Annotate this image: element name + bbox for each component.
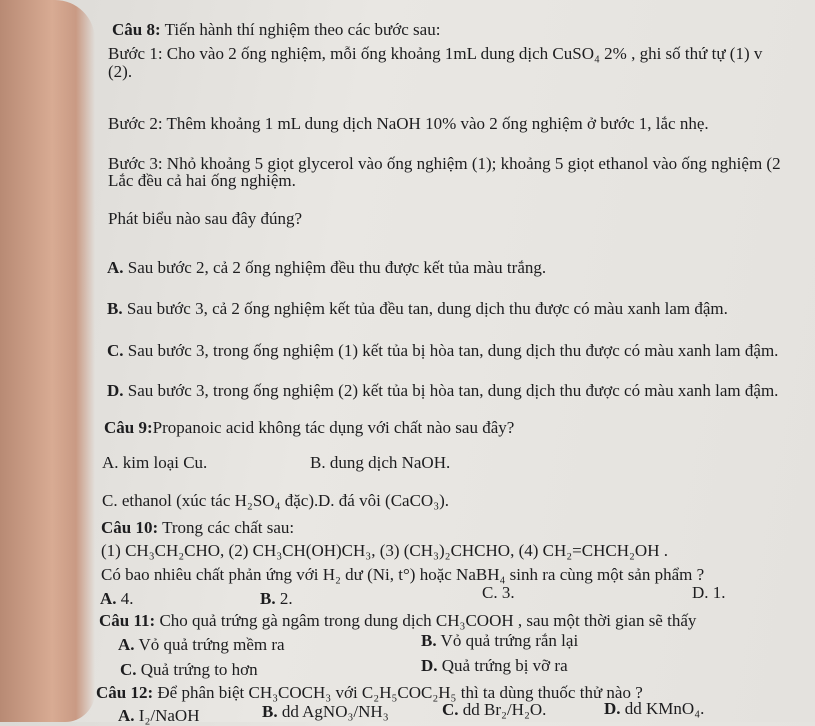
option-text: dd KMnO₄. <box>624 699 705 718</box>
option-key: A. <box>102 453 119 472</box>
q10-question: Có bao nhiêu chất phản ứng với H₂ dư (Ni, t°) hoặc NaBH₄ sinh ra cùng một sản phẩm ? <box>101 565 705 584</box>
option-text: 1. <box>712 583 726 602</box>
option-key: C. <box>120 660 137 679</box>
option-key: B. <box>260 589 276 608</box>
option-key: D. <box>421 656 438 675</box>
q8-step1-cont: (2). <box>108 62 133 81</box>
option-key: B. <box>421 631 437 650</box>
option-text: kim loại Cu. <box>122 453 208 472</box>
option-key: B. <box>310 453 326 472</box>
q12-stem-text: Để phân biệt CH₃COCH₃ với C₂H₅COC₂H₅ thì ta dùng thuốc thử nào ? <box>157 683 643 702</box>
q8-step3-cont: Lắc đều cả hai ống nghiệm. <box>108 171 296 190</box>
q8-step2: Bước 2: Thêm khoảng 1 mL dung dịch NaOH 10% vào 2 ống nghiệm ở bước 1, lắc nhẹ. <box>108 114 709 133</box>
option-text: đá vôi (CaCO₃). <box>338 491 450 510</box>
option-key: C. <box>102 491 118 510</box>
q12-option-b <box>262 702 389 722</box>
q8-label: Câu 8: <box>112 20 161 39</box>
option-key: C. <box>482 583 498 602</box>
option-text: dung dịch NaOH. <box>329 453 451 472</box>
option-key: B. <box>262 702 278 721</box>
q8-question: Phát biểu nào sau đây đúng? <box>108 209 303 228</box>
option-key: C. <box>442 700 459 719</box>
q9-stem <box>104 418 514 438</box>
q11-stem <box>99 611 696 631</box>
option-text: 4. <box>120 589 134 608</box>
option-text: I₂/NaOH <box>138 706 200 725</box>
q8-step3: Bước 3: Nhỏ khoảng 5 giọt glycerol vào ống nghiệm (1); khoảng 5 giọt ethanol vào ống nghiệm (2 <box>108 154 781 173</box>
option-key: A. <box>118 635 135 654</box>
option-text: dd AgNO₃/NH₃ <box>281 702 389 721</box>
q8-option-d <box>107 381 778 401</box>
hand-photo-edge <box>0 0 95 722</box>
q11-option-c <box>120 660 258 680</box>
option-key: D. <box>107 381 124 400</box>
option-text: Vỏ quả trứng mềm ra <box>138 635 285 654</box>
q10-stem <box>101 518 294 538</box>
option-key: B. <box>107 299 123 318</box>
option-key: A. <box>118 706 135 725</box>
option-text: 2. <box>279 589 293 608</box>
q12-option-c <box>442 700 546 720</box>
q9-option-c <box>102 491 318 511</box>
q8-step1: Bước 1: Cho vào 2 ống nghiệm, mỗi ống khoảng 1mL dung dịch CuSO₄ 2% , ghi số thứ tự (1) v <box>108 44 763 63</box>
q12-stem <box>96 683 643 703</box>
q11-option-a <box>118 635 285 655</box>
q11-option-b <box>421 631 578 651</box>
q8-option-b <box>107 299 728 319</box>
q10-compounds: (1) CH₃CH₂CHO, (2) CH₃CH(OH)CH₃, (3) (CH₃)₂CHCHO, (4) CH₂=CHCH₂OH . <box>101 541 668 560</box>
q10-option-a <box>100 589 134 609</box>
q10-option-d <box>692 583 726 603</box>
q8-option-c <box>107 341 778 361</box>
q10-option-b <box>260 589 293 609</box>
q9-stem-text: Propanoic acid không tác dụng với chất nào sau đây? <box>152 418 515 437</box>
q10-stem-text: Trong các chất sau: <box>162 518 295 537</box>
q9-option-a <box>102 453 207 473</box>
option-text: 3. <box>501 583 515 602</box>
option-text: Quả trứng to hơn <box>140 660 258 679</box>
option-text: ethanol (xúc tác H₂SO₄ đặc). <box>121 491 319 510</box>
option-text: dd Br₂/H₂O. <box>462 700 547 719</box>
option-text: Quả trứng bị vỡ ra <box>441 656 568 675</box>
q10-option-c <box>482 583 515 603</box>
option-text: Sau bước 3, cả 2 ống nghiệm kết tủa đều tan, dung dịch thu được có màu xanh lam đậm. <box>126 299 728 318</box>
q10-label: Câu 10: <box>101 518 159 537</box>
option-text: Vỏ quả trứng rắn lại <box>440 631 579 650</box>
option-text: Sau bước 3, trong ống nghiệm (1) kết tủa bị hòa tan, dung dịch thu được có màu xanh lam đậm. <box>127 341 779 360</box>
q9-label: Câu 9: <box>104 418 153 437</box>
option-text: Sau bước 3, trong ống nghiệm (2) kết tủa bị hòa tan, dung dịch thu được có màu xanh lam đậm. <box>127 381 779 400</box>
q9-option-d <box>318 491 449 511</box>
option-text: Sau bước 2, cả 2 ống nghiệm đều thu được kết tủa màu trắng. <box>127 258 547 277</box>
q11-label: Câu 11: <box>99 611 156 630</box>
option-key: D. <box>318 491 335 510</box>
option-key: C. <box>107 341 124 360</box>
option-key: A. <box>100 589 117 608</box>
q8-option-a <box>107 258 546 278</box>
q9-option-b <box>310 453 450 473</box>
q8-stem-text: Tiến hành thí nghiệm theo các bước sau: <box>164 20 441 39</box>
q8-stem <box>112 20 440 40</box>
q11-stem-text: Cho quả trứng gà ngâm trong dung dịch CH₃COOH , sau một thời gian sẽ thấy <box>159 611 697 630</box>
option-key: D. <box>604 699 621 718</box>
q11-option-d <box>421 656 568 676</box>
q12-label: Câu 12: <box>96 683 154 702</box>
option-key: A. <box>107 258 124 277</box>
q12-option-d <box>604 699 704 719</box>
option-key: D. <box>692 583 709 602</box>
q12-option-a <box>118 706 199 726</box>
